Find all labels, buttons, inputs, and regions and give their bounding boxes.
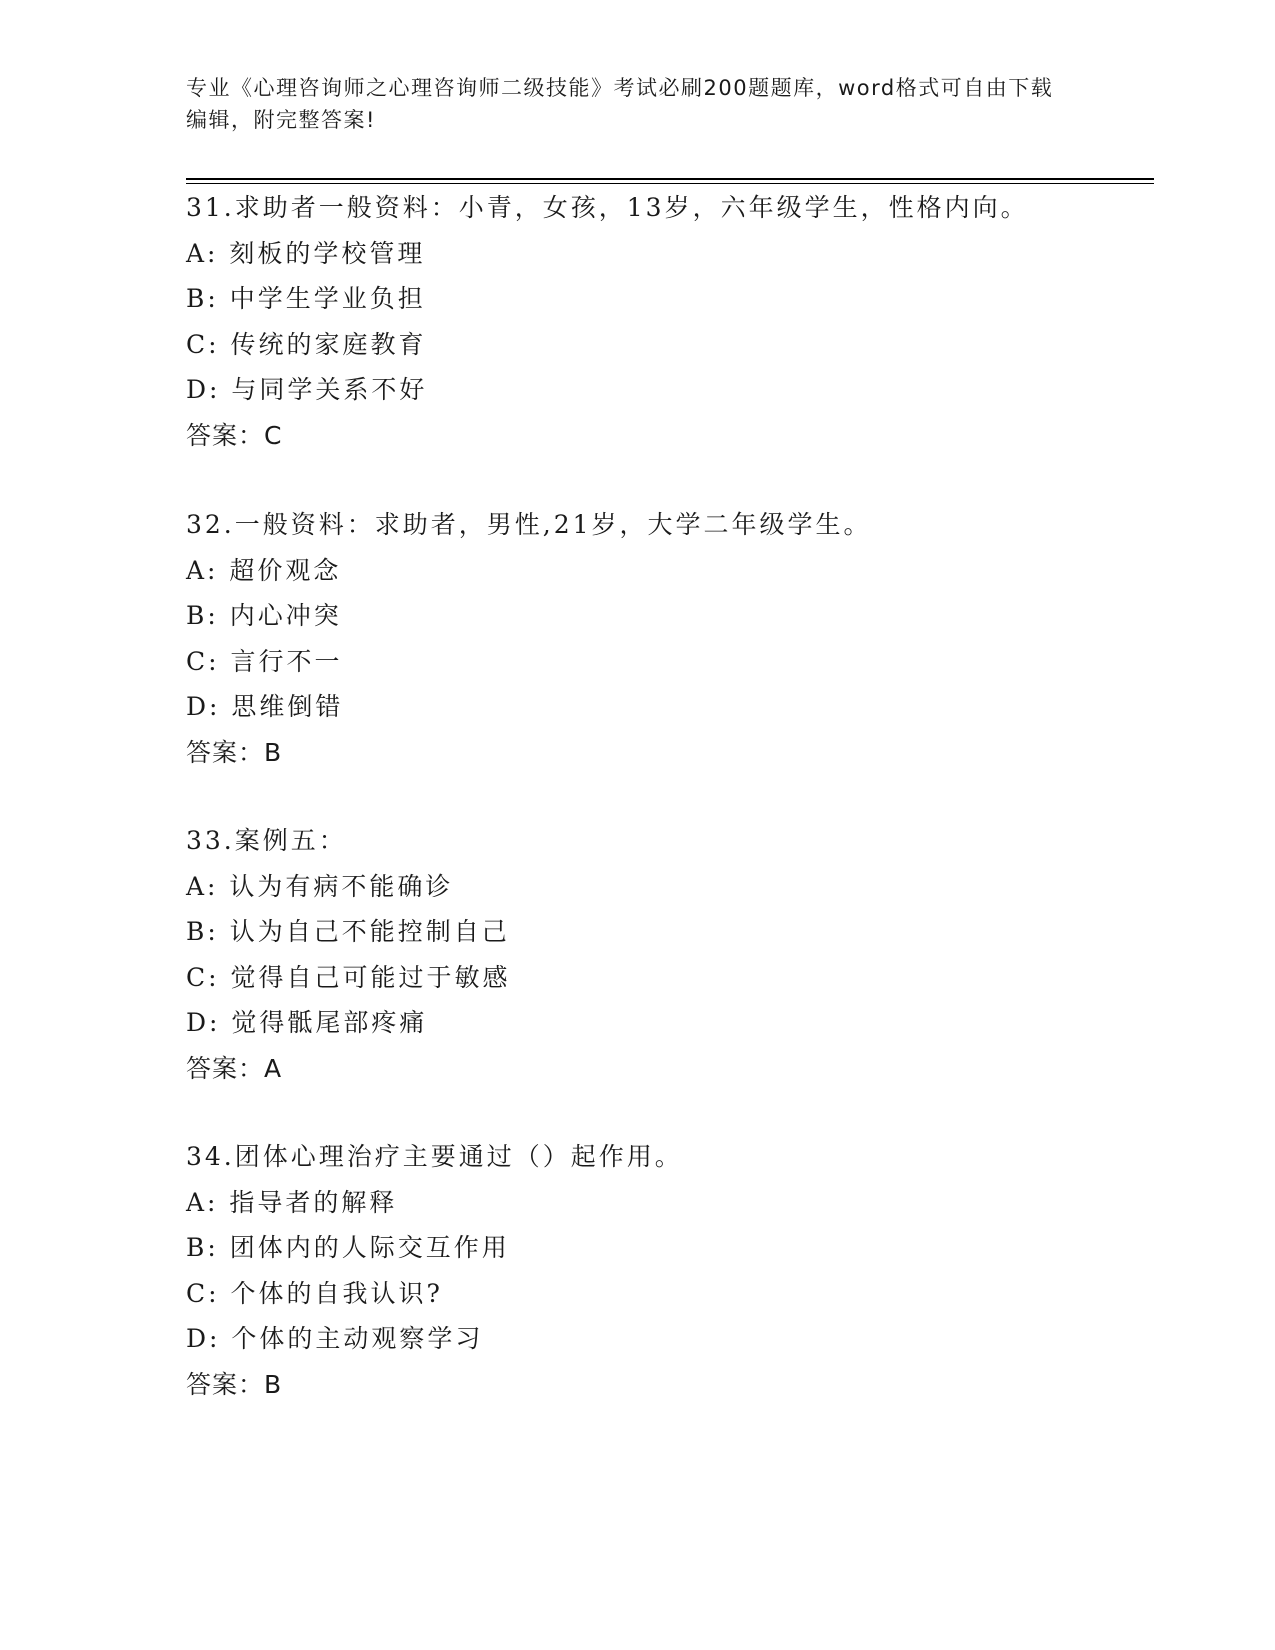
option-a: A: 超价观念	[186, 555, 342, 585]
option-d: D: 与同学关系不好	[186, 375, 428, 404]
option-b: B: 内心冲突	[186, 601, 342, 630]
option-d: D: 思维倒错	[186, 692, 344, 721]
question-stem: 33.案例五：	[186, 826, 347, 855]
answer-line: 答案：A	[186, 1053, 283, 1083]
option-a: A: 认为有病不能确诊	[186, 871, 454, 901]
option-c: C: 觉得自己可能过于敏感	[186, 962, 511, 992]
option-d: D: 个体的主动观察学习	[186, 1324, 484, 1353]
option-b: B: 认为自己不能控制自己	[186, 917, 510, 946]
answer-line: 答案：C	[186, 420, 283, 450]
header-divider-thick	[186, 178, 1154, 180]
document-header: 专业《心理咨询师之心理咨询师二级技能》考试必刷200题题库，word格式可自由下载编辑，附完整答案!	[186, 76, 1054, 132]
answer-line: 答案：B	[186, 737, 283, 767]
question-32	[186, 502, 1146, 775]
header-divider-thin	[186, 183, 1154, 184]
question-stem: 31.求助者一般资料：小青，女孩，13岁，六年级学生，性格内向。	[186, 193, 1029, 222]
answer-line: 答案：B	[186, 1369, 283, 1399]
question-stem: 34.团体心理治疗主要通过（）起作用。	[186, 1142, 683, 1171]
question-33	[186, 818, 1146, 1091]
option-b: B: 团体内的人际交互作用	[186, 1233, 510, 1262]
option-d: D: 觉得骶尾部疼痛	[186, 1008, 428, 1037]
option-c: C: 个体的自我认识?	[186, 1278, 443, 1308]
option-a: A: 指导者的解释	[186, 1187, 398, 1217]
question-stem: 32.一般资料：求助者，男性,21岁，大学二年级学生。	[186, 510, 872, 539]
question-31	[186, 185, 1146, 458]
question-34	[186, 1134, 1146, 1407]
option-c: C: 传统的家庭教育	[186, 329, 427, 359]
option-b: B: 中学生学业负担	[186, 284, 426, 313]
option-c: C: 言行不一	[186, 646, 343, 676]
option-a: A: 刻板的学校管理	[186, 238, 426, 268]
